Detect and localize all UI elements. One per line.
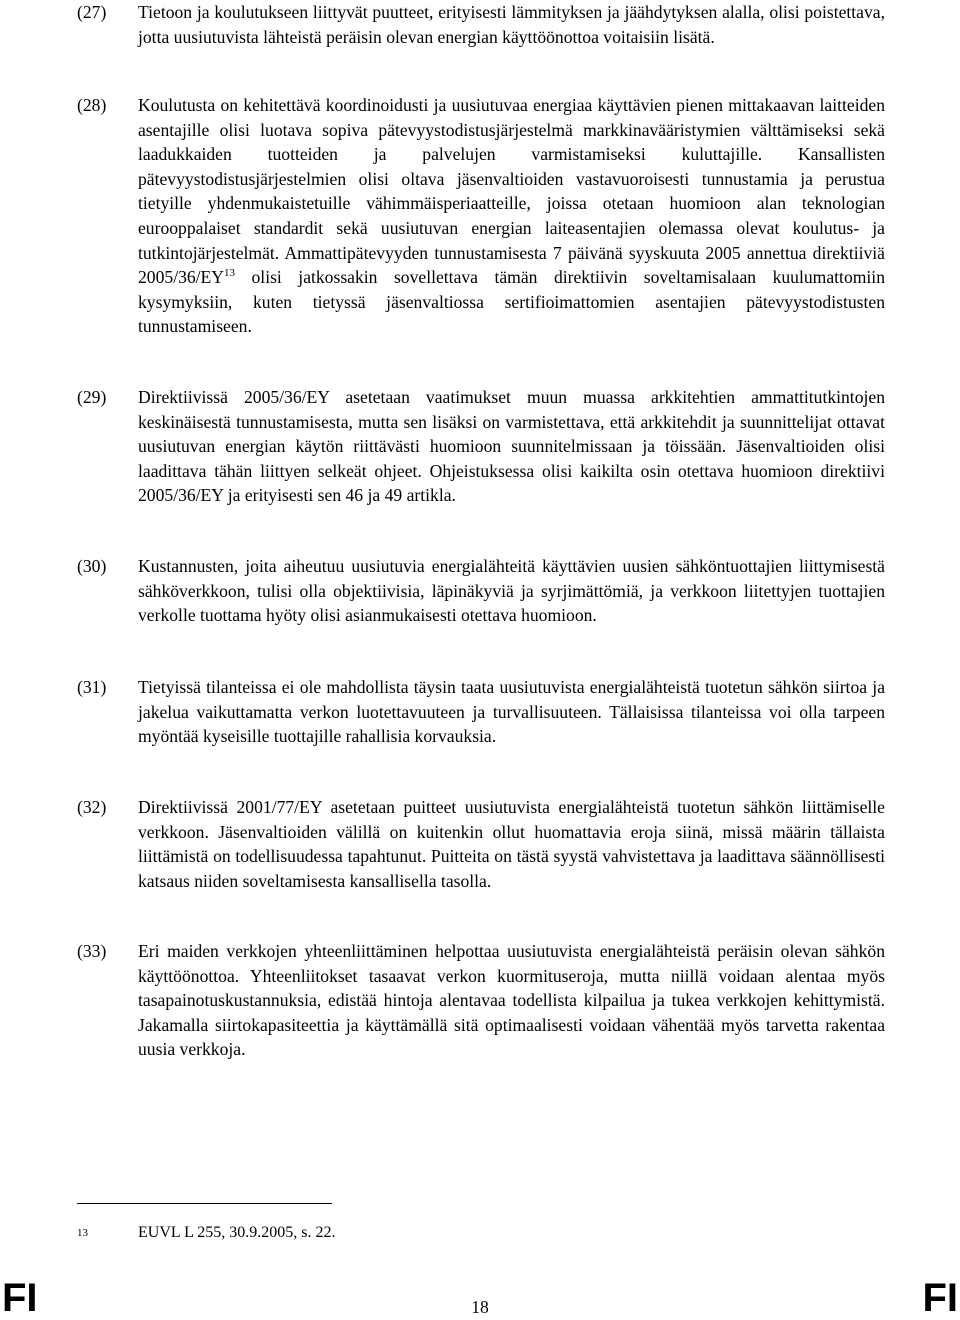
recital-32 <box>77 795 885 893</box>
footer-language-right: FI <box>922 1276 958 1320</box>
recital-28 <box>77 93 885 339</box>
recital-text-part: Koulutusta on kehitettävä koordinoidusti ja uusiutuvaa energiaa käyttävien pienen mittakaavan laitteiden asentajille olisi luotava sopiva pätevyystodistusjärjestelmä markkinavääristymien välttämiseksi sekä laadukkaiden tuotteiden ja palvelujen varmistamiseksi kuluttajille. Kansallisten pätevyystodistusjärjestelmien olisi oltava jäsenvaltioiden vastavuoroisesti tunnustamia ja perustua tietyille yhdenmukaistetuille vähimmäisperiaatteille, joissa otetaan huomioon alan teknologian eurooppalaiset standardit sekä uusiutuvan energian laiteasentajien olemassa olevat koulutus- ja tutkintojärjestelmät. Ammattipätevyyden tunnustamisesta 7 päivänä syyskuuta 2005 annettua direktiiviä 2005/36/EY <box>138 95 885 288</box>
footnote-mark: 13 <box>77 1227 88 1239</box>
recital-30 <box>77 554 885 628</box>
recital-27 <box>77 0 885 49</box>
recital-text: Direktiivissä 2001/77/EY asetetaan puitteet uusiutuvista energialähteistä tuotetun sähkön liittämiselle verkkoon. Jäsenvaltioiden välillä on kuitenkin ollut huomattavia eroja siinä, missä määrin tällaista liittämistä on todellisuudessa tapahtunut. Puitteita on tästä syystä vahvistettava ja laadittava säännöllisesti katsaus niiden soveltamisesta kansallisella tasolla. <box>138 797 885 891</box>
recital-text: Tietyissä tilanteissa ei ole mahdollista täysin taata uusiutuvista energialähteistä tuotetun sähkön siirtoa ja jakelua vaikuttamatta verkon luotettavuuteen ja turvallisuuteen. Tällaisissa tilanteissa voi olla tarpeen myöntää kyseisille tuottajille rahallisia korvauksia. <box>138 677 885 747</box>
footnote-separator <box>77 1203 332 1204</box>
recital-31 <box>77 675 885 749</box>
recital-number: (29) <box>77 387 107 407</box>
recital-number: (32) <box>77 797 107 817</box>
recital-number: (27) <box>77 2 107 22</box>
recital-number: (31) <box>77 677 107 697</box>
recital-text-part: olisi jatkossakin sovellettava tämän direktiivin soveltamisalaan kuulumattomiin kysymyksiin, kuten tietyssä jäsenvaltiossa sertifioimattomien asentajien pätevyystodistusten tunnustamiseen. <box>138 267 885 337</box>
footnote-reference: 13 <box>224 267 236 280</box>
footnote-text: EUVL L 255, 30.9.2005, s. 22. <box>138 1224 336 1241</box>
recital-text: Direktiivissä 2005/36/EY asetetaan vaatimukset muun muassa arkkitehtien ammattitutkintojen keskinäisestä tunnustamisesta, mutta sen lisäksi on varmistettava, että arkkitehdit ja suunnittelijat ottavat uusiutuvan energian käytön riittävästi huomioon suunnitelmissaan ja töissään. Jäsenvaltioiden olisi laadittava tähän liittyen selkeät ohjeet. Ohjeistuksessa olisi kaikilta osin otettava huomioon direktiivi 2005/36/EY ja erityisesti sen 46 ja 49 artikla. <box>138 387 885 506</box>
recital-text: Kustannusten, joita aiheutuu uusiutuvia energialähteitä käyttävien uusien sähköntuottajien liittymisestä sähköverkkoon, tulisi olla objektiivisia, läpinäkyviä ja syrjimättömiä, ja verkkoon liitettyjen tuottajien verkolle tuottama hyöty olisi asianmukaisesti otettava huomioon. <box>138 556 885 626</box>
recital-number: (28) <box>77 95 107 115</box>
recital-number: (33) <box>77 941 107 961</box>
recital-29 <box>77 385 885 508</box>
footer-language-left: FI <box>2 1276 38 1320</box>
recital-33 <box>77 939 885 1062</box>
recital-number: (30) <box>77 556 107 576</box>
recital-text <box>138 93 885 339</box>
page-number: 18 <box>471 1297 489 1317</box>
recital-text: Eri maiden verkkojen yhteenliittäminen helpottaa uusiutuvista energialähteistä peräisin olevan sähkön käyttöönottoa. Yhteenliitokset tasaavat verkon kuormituseroja, mutta niillä voidaan alentaa myös tasapainotuskustannuksia, edistää hintoja alentavaa todellista kilpailua ja tukea verkkojen kehittymistä. Jakamalla siirtokapasiteettia ja käyttämällä sitä optimaalisesti voidaan vähentää myös tarvetta rakentaa uusia verkkoja. <box>138 941 885 1060</box>
recital-text: Tietoon ja koulutukseen liittyvät puutteet, erityisesti lämmityksen ja jäähdytyksen alalla, olisi poistettava, jotta uusiutuvista lähteistä peräisin olevan energian käyttöönottoa voitaisiin lisätä. <box>138 2 885 47</box>
